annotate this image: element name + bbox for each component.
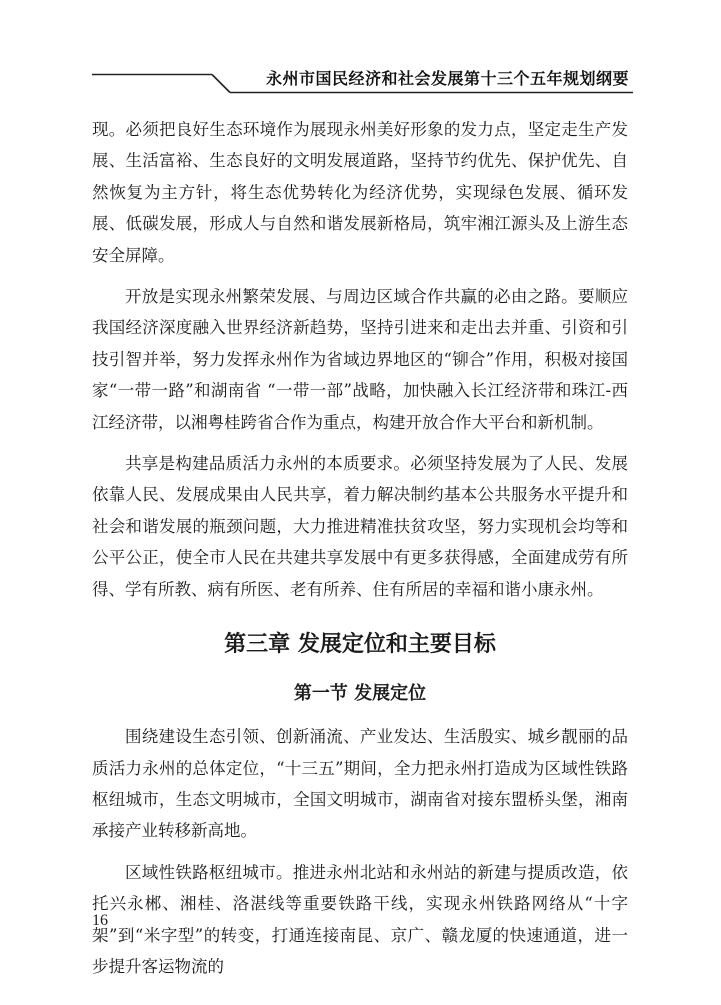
- page-content: [92, 114, 628, 992]
- page-number: 16: [92, 912, 108, 929]
- section-title: 第一节 发展定位: [293, 683, 427, 705]
- paragraph-sharing: 共享是构建品质活力永州的本质要求。必须坚持发展为了人民、发展依靠人民、发展成果由人民共享，着力解决制约基本公共服务水平提升和社会和谐发展的瓶颈问题，大力推进精准扶贫攻坚，努力实现机会均等和公平公正，使全市人民在共建共享发展中有更多获得感，全面建成劳有所得、学有所教、病有所医、老有所养、住有所居的幸福和谐小康永州。: [92, 454, 628, 599]
- paragraph-railway-hub: 区域性铁路枢纽城市。推进永州北站和永州站的新建与提质改造，依托兴永郴、湘桂、洛湛线等重要铁路干线，实现永州铁路网络从“十字架”到“米字型”的转变，打通连接南昆、京广、赣龙厦的快速通道，进一步提升客运物流的: [92, 862, 628, 976]
- paragraph-positioning: 围绕建设生态引领、创新涌流、产业发达、生活殷实、城乡靓丽的品质活力永州的总体定位，“十三五”期间，全力把永州打造成为区域性铁路枢纽城市，生态文明城市，全国文明城市，湖南省对接东盟桥头堡，湘南承接产业转移新高地。: [92, 727, 628, 841]
- header-title: 永州市国民经济和社会发展第十三个五年规划纲要: [265, 69, 629, 88]
- paragraph-ecology-continued: 现。必须把良好生态环境作为展现永州美好形象的发力点，坚定走生产发展、生活富裕、生态良好的文明发展道路，坚持节约优先、保护优先、自然恢复为主方针，将生态优势转化为经济优势，实现绿色发展、循环发展、低碳发展，形成人与自然和谐发展新格局，筑牢湘江源头及上游生态安全屏障。: [92, 120, 628, 265]
- paragraph-openness: 开放是实现永州繁荣发展、与周边区域合作共赢的必由之路。要顺应我国经济深度融入世界经济新趋势，坚持引进来和走出去并重、引资和引技引智并举，努力发挥永州作为省域边界地区的“铆合”作用，积极对接国家“一带一路”和湖南省 “一带一部”战略，加快融入长江经济带和珠江-西江经济带，以湘粤桂跨省合作为重点，构建开放合作大平台和新机制。: [92, 287, 628, 432]
- chapter-title: 第三章 发展定位和主要目标: [224, 632, 496, 658]
- running-header: [92, 52, 633, 96]
